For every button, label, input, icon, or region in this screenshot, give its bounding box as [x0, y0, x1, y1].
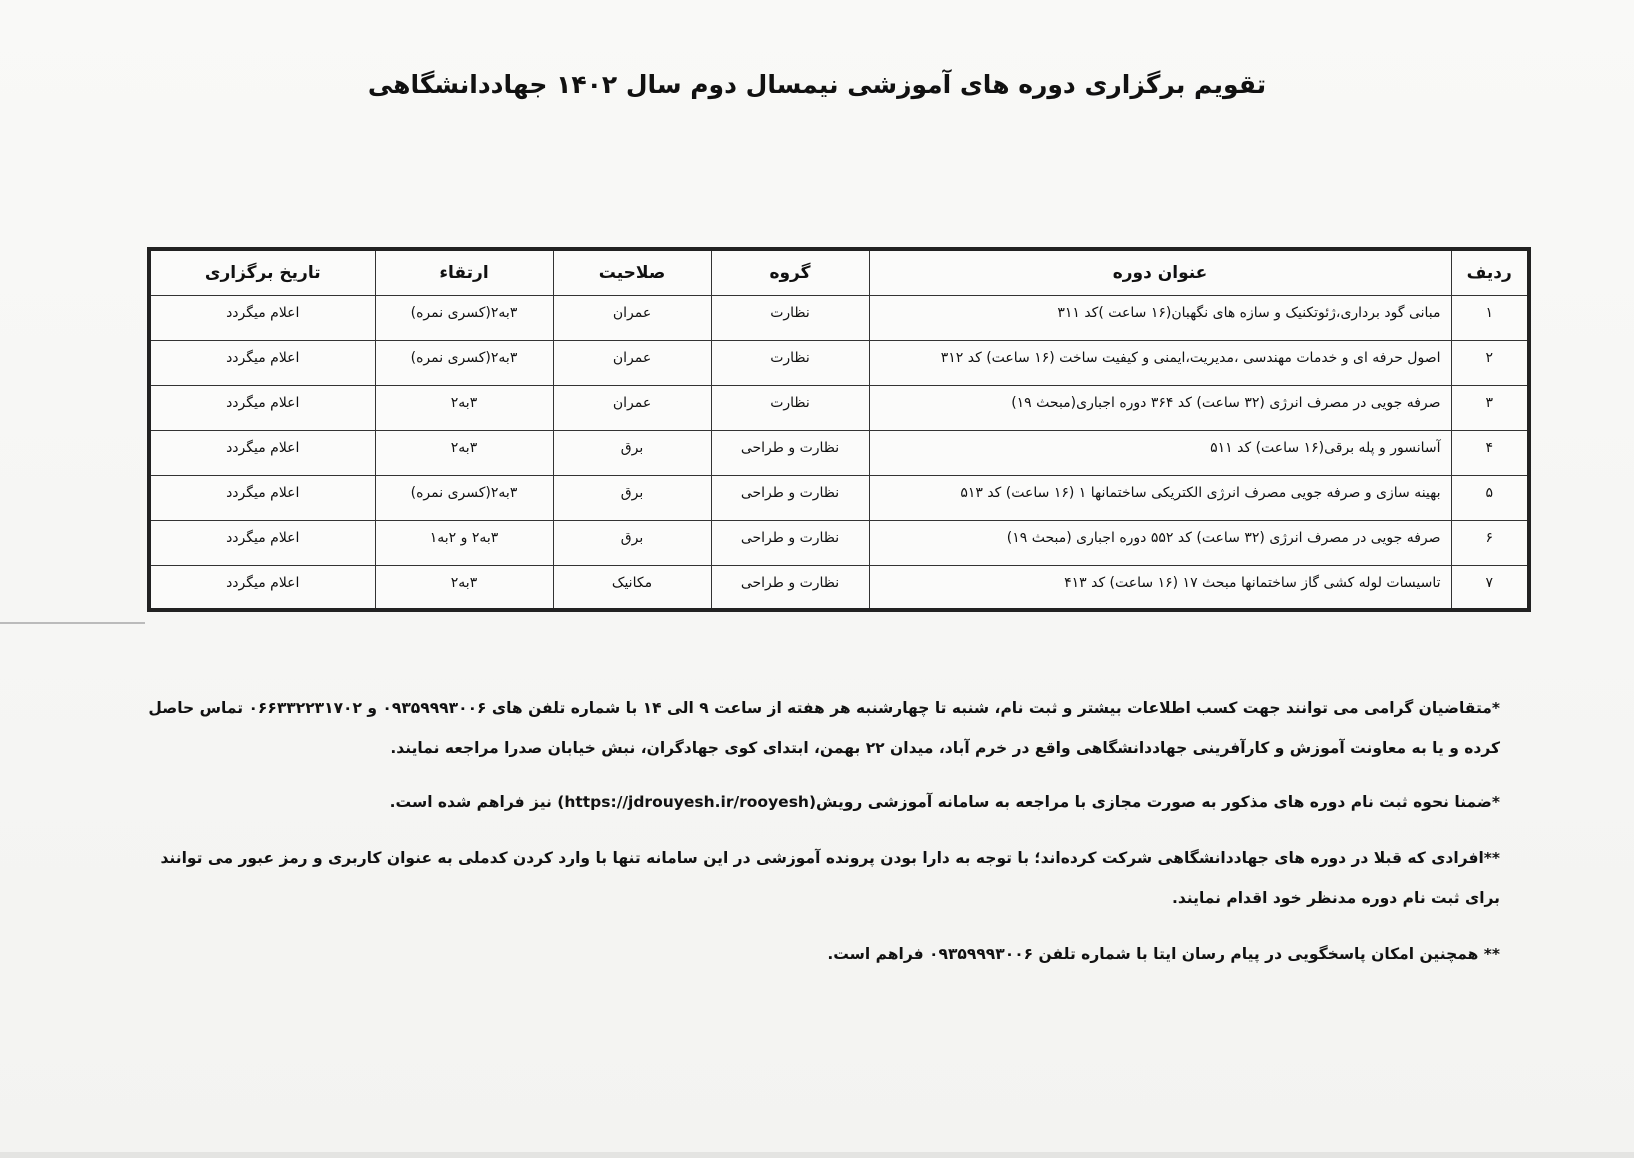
row-date: اعلام میگردد	[149, 520, 375, 565]
table-row	[149, 565, 1529, 610]
row-date: اعلام میگردد	[149, 565, 375, 610]
row-upgrade: ۳به۲	[375, 430, 553, 475]
row-title: مبانی گود برداری،ژئوتکنیک و سازه های نگهبان(۱۶ ساعت )کد ۳۱۱	[869, 295, 1451, 340]
scan-artifact-line	[0, 622, 145, 624]
row-group: نظارت	[711, 385, 869, 430]
row-group: نظارت و طراحی	[711, 520, 869, 565]
row-upgrade: ۳به۲(کسری نمره)	[375, 295, 553, 340]
row-title: تاسیسات لوله کشی گاز ساختمانها مبحث ۱۷ (۱۶ ساعت) کد ۴۱۳	[869, 565, 1451, 610]
rooyesh-link[interactable]: https://jdrouyesh.ir/rooyesh	[564, 793, 809, 811]
row-title: بهینه سازی و صرفه جویی مصرف انرژی الکتریکی ساختمانها ۱ (۱۶ ساعت) کد ۵۱۳	[869, 475, 1451, 520]
table-row	[149, 475, 1529, 520]
row-num: ۶	[1451, 520, 1529, 565]
table-row	[149, 385, 1529, 430]
page-title: تقویم برگزاری دوره های آموزشی نیمسال دوم سال ۱۴۰۲ جهاددانشگاهی	[367, 70, 1267, 99]
row-upgrade: ۳به۲ و ۲به۱	[375, 520, 553, 565]
header-upgrade: ارتقاء	[375, 249, 553, 295]
row-date: اعلام میگردد	[149, 340, 375, 385]
header-date: تاریخ برگزاری	[149, 249, 375, 295]
row-date: اعلام میگردد	[149, 430, 375, 475]
courses-table	[147, 247, 1531, 612]
row-upgrade: ۳به۲	[375, 385, 553, 430]
row-competency: برق	[553, 520, 711, 565]
header-competency: صلاحیت	[553, 249, 711, 295]
note-eitaa: ** همچنین امکان پاسخگویی در پیام رسان ایتا با شماره تلفن ۰۹۳۵۹۹۹۳۰۰۶ فراهم است.	[827, 945, 1500, 963]
row-upgrade: ۳به۲(کسری نمره)	[375, 340, 553, 385]
header-title: عنوان دوره	[869, 249, 1451, 295]
note-online-text-after: ) نیز فراهم شده است.	[389, 793, 565, 811]
row-num: ۵	[1451, 475, 1529, 520]
row-title: اصول حرفه ای و خدمات مهندسی ،مدیریت،ایمنی و کیفیت ساخت (۱۶ ساعت) کد ۳۱۲	[869, 340, 1451, 385]
table-row	[149, 430, 1529, 475]
row-date: اعلام میگردد	[149, 475, 375, 520]
note-contact: *متقاضیان گرامی می توانند جهت کسب اطلاعات بیشتر و ثبت نام، شنبه تا چهارشنبه هر هفته از ساعت ۹ الی ۱۴ با شماره تلفن های ۰۹۳۵۹۹۹۳۰۰۶ و ۰۶۶۳۳۲۲۳۱۷۰۲ تماس حاصل کرده و یا به معاونت آموزش و کارآفرینی جهاددانشگاهی واقع در خرم آباد، میدان ۲۲ بهمن، ابتدای کوی جهادگران، نبش خیابان صدرا مراجعه نمایند.	[148, 699, 1500, 757]
header-num: ردیف	[1451, 249, 1529, 295]
row-date: اعلام میگردد	[149, 385, 375, 430]
table-row	[149, 295, 1529, 340]
note-online-text-before: *ضمنا نحوه ثبت نام دوره های مذکور به صورت مجازی با مراجعه به سامانه آموزشی رویش(	[808, 793, 1500, 811]
row-upgrade: ۳به۲(کسری نمره)	[375, 475, 553, 520]
row-competency: برق	[553, 475, 711, 520]
row-competency: عمران	[553, 295, 711, 340]
table-row	[149, 520, 1529, 565]
row-group: نظارت و طراحی	[711, 430, 869, 475]
row-competency: عمران	[553, 340, 711, 385]
row-upgrade: ۳به۲	[375, 565, 553, 610]
notes-section	[130, 688, 1500, 990]
row-title: صرفه جویی در مصرف انرژی (۳۲ ساعت) کد ۳۶۴ دوره اجباری(مبحث ۱۹)	[869, 385, 1451, 430]
row-group: نظارت و طراحی	[711, 475, 869, 520]
table-row	[149, 340, 1529, 385]
row-group: نظارت و طراحی	[711, 565, 869, 610]
note-previous-participants: **افرادی که قبلا در دوره های جهاددانشگاهی شرکت کرده‌اند؛ با توجه به دارا بودن پرونده آموزشی در این سامانه تنها با وارد کردن کدملی به عنوان کاربری و رمز عبور می توانند برای ثبت نام دوره مدنظر خود اقدام نمایند.	[160, 849, 1500, 907]
row-competency: مکانیک	[553, 565, 711, 610]
row-competency: عمران	[553, 385, 711, 430]
header-group: گروه	[711, 249, 869, 295]
row-date: اعلام میگردد	[149, 295, 375, 340]
row-title: صرفه جویی در مصرف انرژی (۳۲ ساعت) کد ۵۵۲ دوره اجباری (مبحث ۱۹)	[869, 520, 1451, 565]
row-title: آسانسور و پله برقی(۱۶ ساعت) کد ۵۱۱	[869, 430, 1451, 475]
row-group: نظارت	[711, 295, 869, 340]
row-num: ۴	[1451, 430, 1529, 475]
row-num: ۷	[1451, 565, 1529, 610]
row-num: ۳	[1451, 385, 1529, 430]
table-header-row	[149, 249, 1529, 295]
row-num: ۲	[1451, 340, 1529, 385]
row-competency: برق	[553, 430, 711, 475]
note-online-registration	[130, 782, 1500, 822]
row-group: نظارت	[711, 340, 869, 385]
page-bottom-edge	[0, 1152, 1634, 1158]
row-num: ۱	[1451, 295, 1529, 340]
